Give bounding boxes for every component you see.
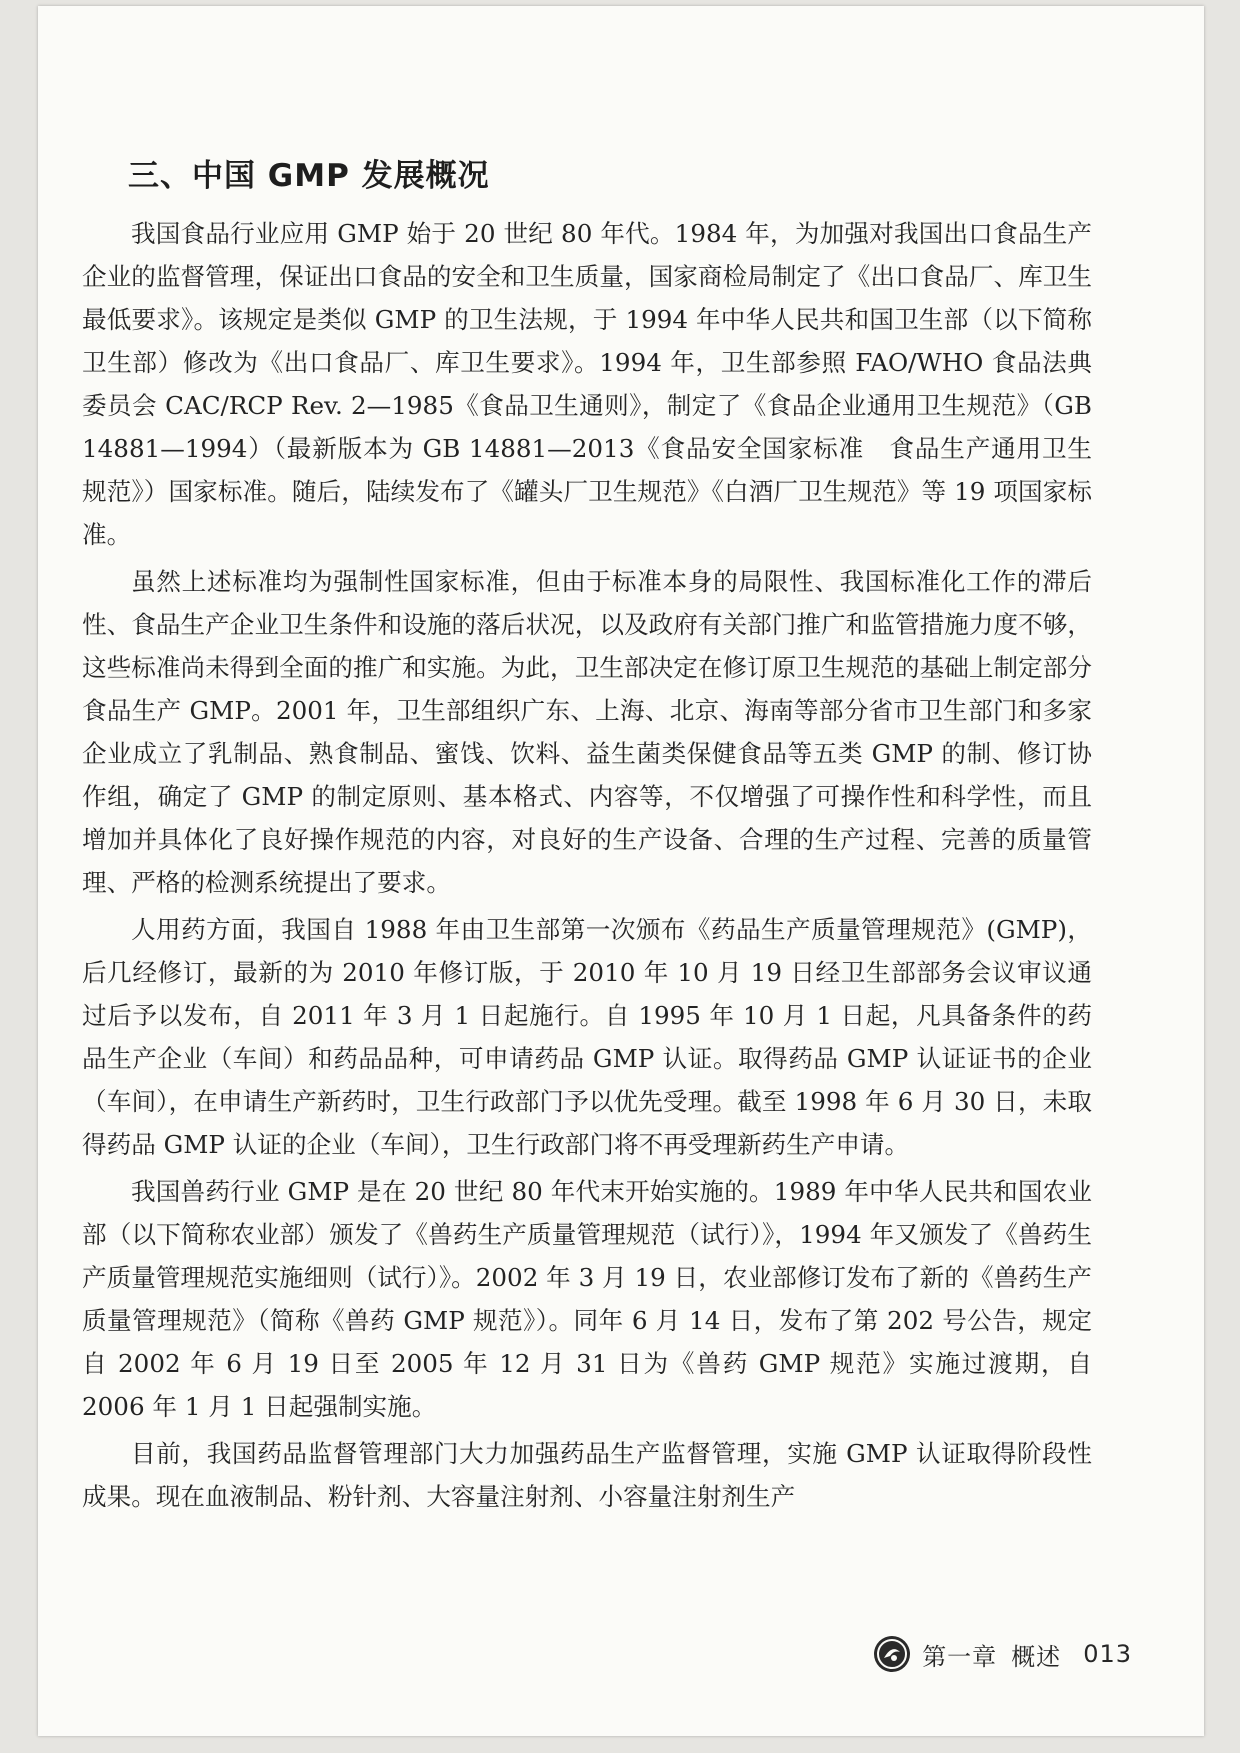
section-heading: 三、中国 GMP 发展概况 <box>128 158 490 194</box>
paragraph: 我国食品行业应用 GMP 始于 20 世纪 80 年代。1984 年，为加强对我国出口食品生产企业的监督管理，保证出口食品的安全和卫生质量，国家商检局制定了《出口食品厂、库卫生最低要求》。该规定是类似 GMP 的卫生法规，于 1994 年中华人民共和国卫生部（以下简称卫生部）修改为《出口食品厂、库卫生要求》。1994 年，卫生部参照 FAO/WHO 食品法典委员会 CAC/RCP Rev. 2—1985《食品卫生通则》，制定了《食品企业通用卫生规范》（GB 14881—1994）（最新版本为 GB 14881—2013《食品安全国家标准 食品生产通用卫生规范》）国家标准。随后，陆续发布了《罐头厂卫生规范》《白酒厂卫生规范》等 19 项国家标准。 <box>82 219 1092 549</box>
chapter-label: 第一章 <box>922 1642 998 1671</box>
paragraph: 人用药方面，我国自 1988 年由卫生部第一次颁布《药品生产质量管理规范》(GMP)，后几经修订，最新的为 2010 年修订版，于 2010 年 10 月 19 日经卫生部部务会议审议通过后予以发布，自 2011 年 3 月 1 日起施行。自 1995 年 10 月 1 日起，凡具备条件的药品生产企业（车间）和药品品种，可申请药品 GMP 认证。取得药品 GMP 认证证书的企业（车间），在申请生产新药时，卫生行政部门予以优先受理。截至 1998 年 6 月 30 日，未取得药品 GMP 认证的企业（车间），卫生行政部门将不再受理新药生产申请。 <box>82 915 1092 1159</box>
chapter-title: 概述 <box>1011 1642 1062 1671</box>
paragraph: 我国兽药行业 GMP 是在 20 世纪 80 年代末开始实施的。1989 年中华人民共和国农业部（以下简称农业部）颁发了《兽药生产质量管理规范（试行）》，1994 年又颁发了《兽药生产质量管理规范实施细则（试行）》。2002 年 3 月 19 日，农业部修订发布了新的《兽药生产质量管理规范》（简称《兽药 GMP 规范》）。同年 6 月 14 日，发布了第 202 号公告，规定自 2002 年 6 月 19 日至 2005 年 12 月 31 日为《兽药 GMP 规范》实施过渡期，自 2006 年 1 月 1 日起强制实施。 <box>82 1177 1092 1421</box>
body-text <box>82 212 1092 1522</box>
paragraph: 目前，我国药品监督管理部门大力加强药品生产监督管理，实施 GMP 认证取得阶段性成果。现在血液制品、粉针剂、大容量注射剂、小容量注射剂生产 <box>82 1439 1092 1511</box>
page-number: 013 <box>1083 1640 1132 1668</box>
chapter-emblem-icon <box>872 1634 912 1674</box>
paragraph: 虽然上述标准均为强制性国家标准，但由于标准本身的局限性、我国标准化工作的滞后性、食品生产企业卫生条件和设施的落后状况，以及政府有关部门推广和监管措施力度不够，这些标准尚未得到全面的推广和实施。为此，卫生部决定在修订原卫生规范的基础上制定部分食品生产 GMP。2001 年，卫生部组织广东、上海、北京、海南等部分省市卫生部门和多家企业成立了乳制品、熟食制品、蜜饯、饮料、益生菌类保健食品等五类 GMP 的制、修订协作组，确定了 GMP 的制定原则、基本格式、内容等，不仅增强了可操作性和科学性，而且增加并具体化了良好操作规范的内容，对良好的生产设备、合理的生产过程、完善的质量管理、严格的检测系统提出了要求。 <box>82 567 1092 897</box>
page-footer <box>872 1634 1132 1674</box>
